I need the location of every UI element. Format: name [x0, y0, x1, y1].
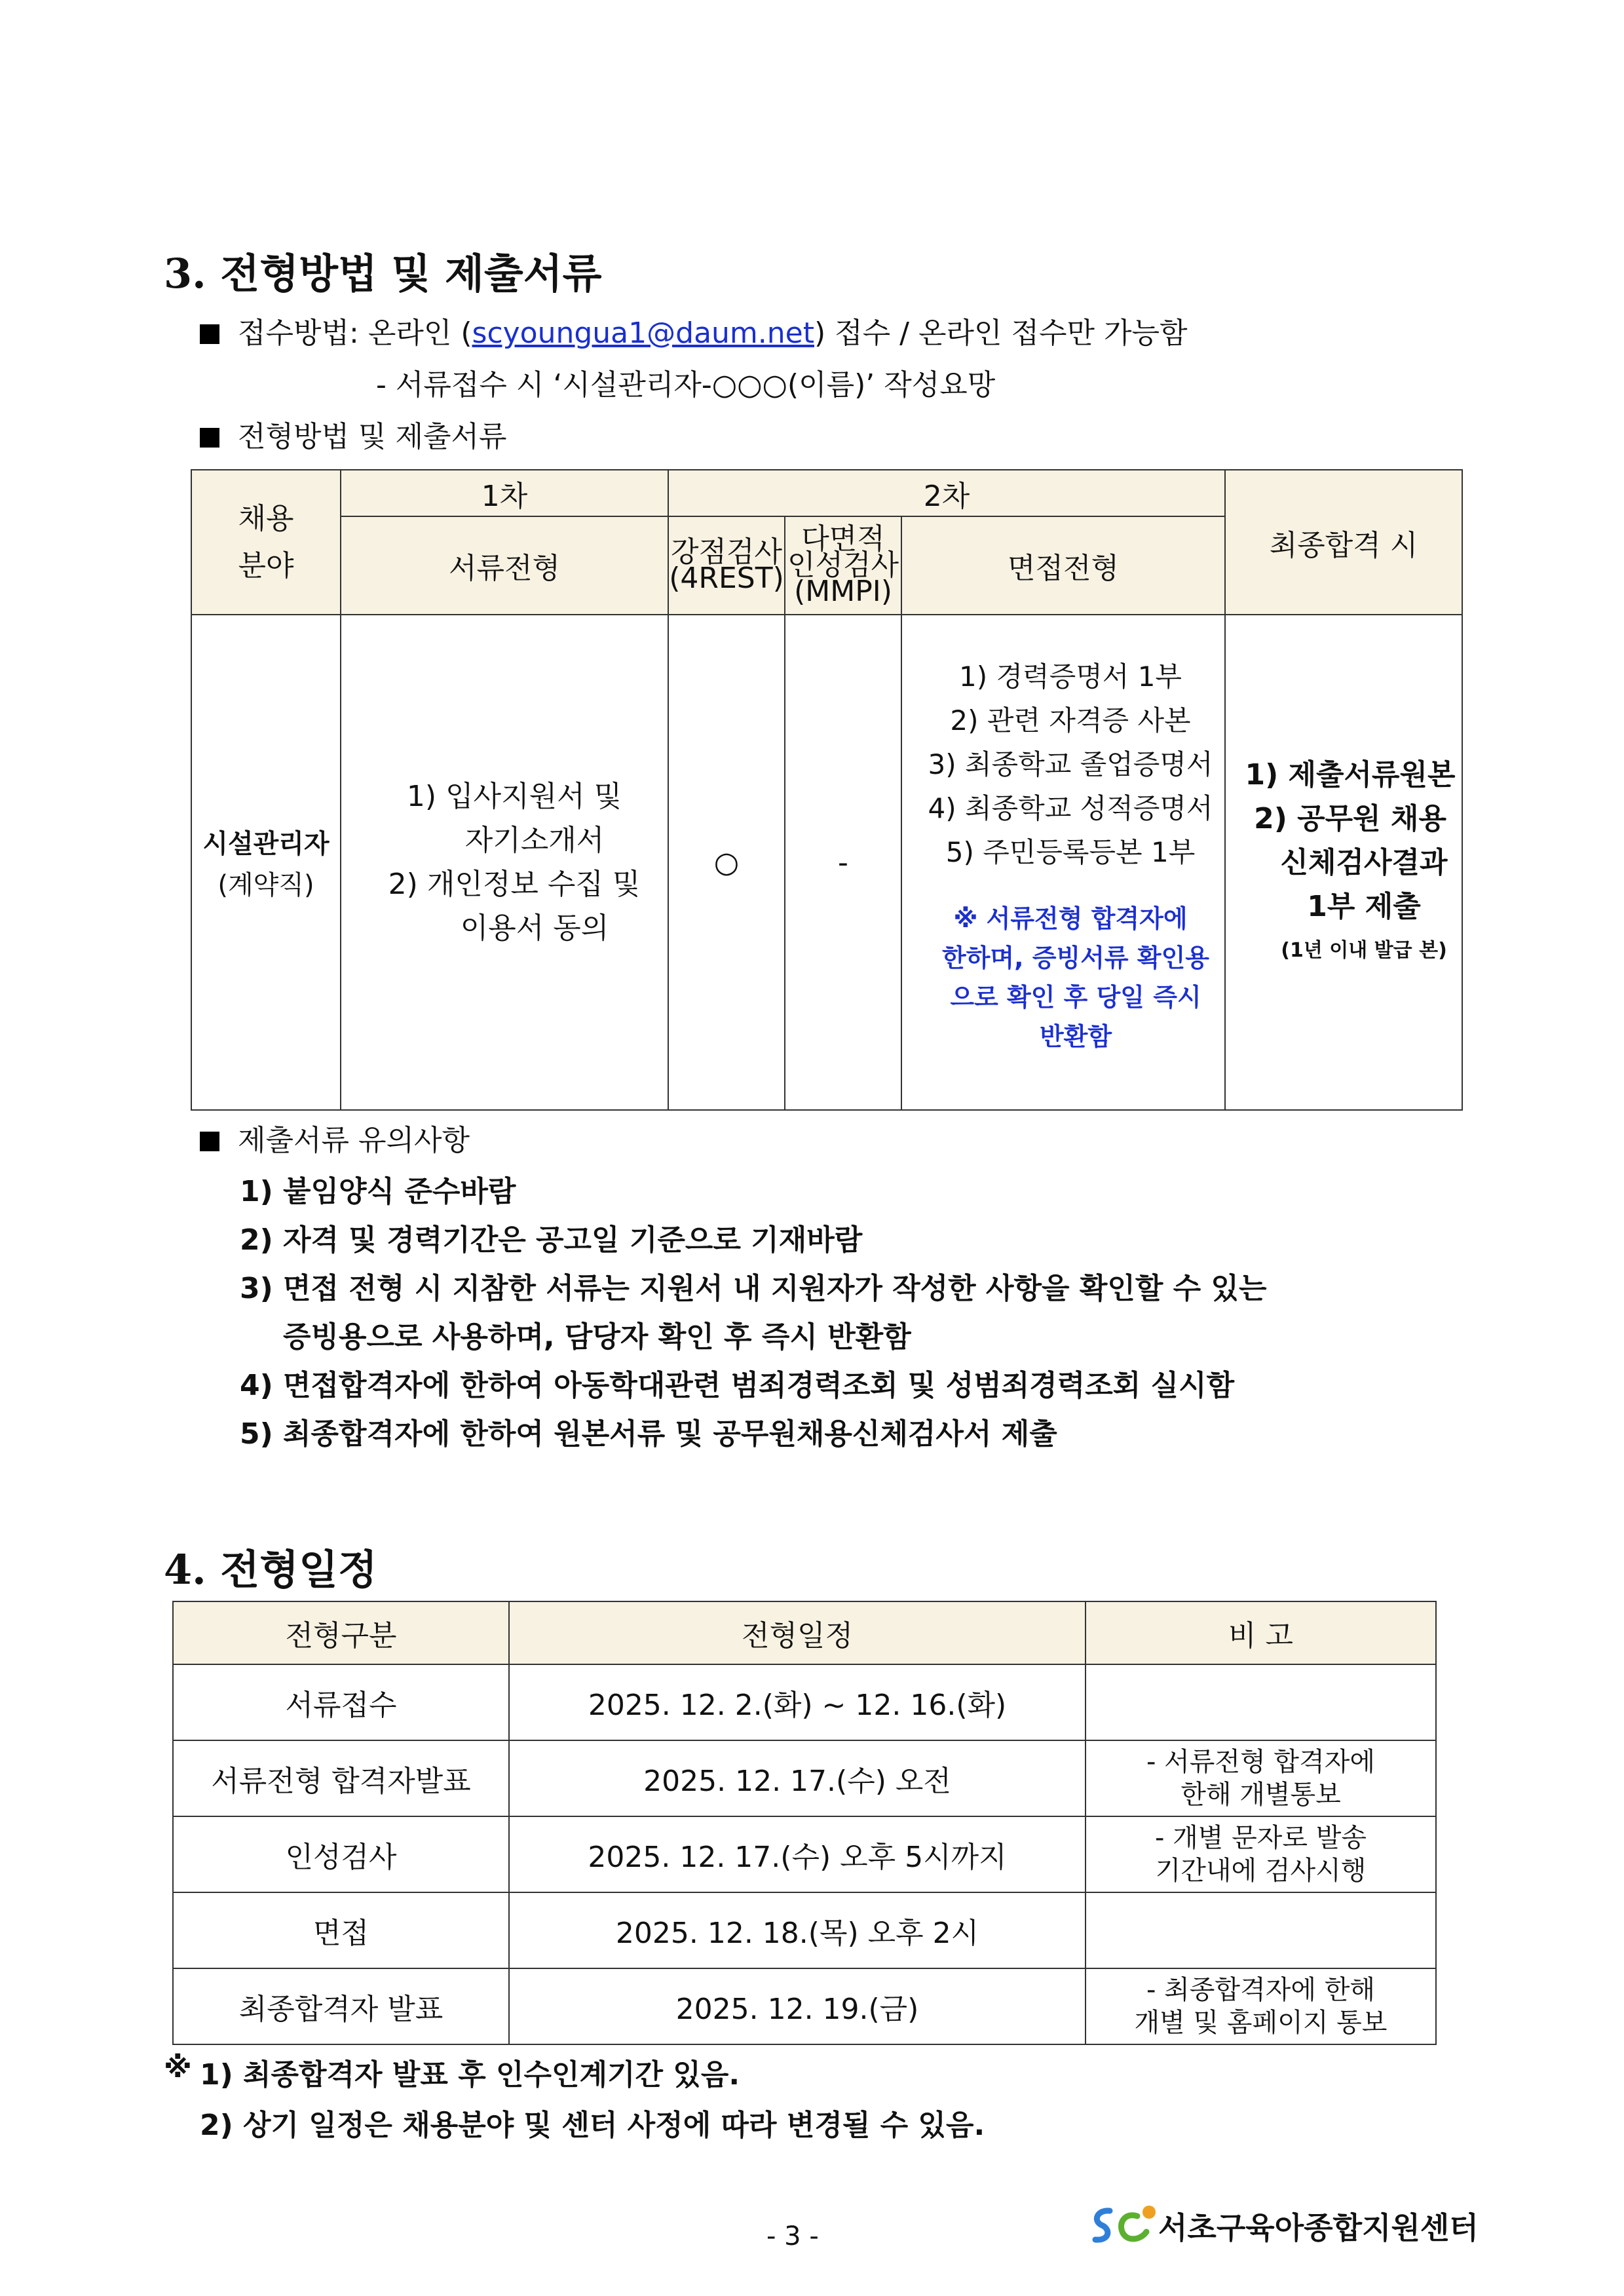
schedule-stage: 서류전형 합격자발표 [173, 1740, 509, 1816]
header-round2: 2차 [668, 470, 1225, 516]
interview-note-line: 으로 확인 후 당일 즉시 [950, 983, 1201, 1012]
square-bullet-icon [200, 324, 219, 344]
apply-method-line [200, 309, 1187, 351]
schedule-note: - 개별 문자로 발송 기간내에 검사시행 [1086, 1816, 1436, 1892]
interview-note [916, 899, 1224, 1056]
schedule-stage: 최종합격자 발표 [173, 1968, 509, 2044]
note-item: 5) 최종합격자에 한하여 원본서류 및 공무원채용신체검사서 제출 [240, 1417, 1057, 1451]
row-strength-test: ○ [668, 615, 785, 1110]
schedule-stage: 인성검사 [173, 1816, 509, 1892]
schedule-header-stage: 전형구분 [173, 1601, 509, 1664]
note-item: 4) 면접합격자에 한하여 아동학대관련 범죄경력조회 및 성범죄경력조회 실시함 [240, 1369, 1235, 1402]
interview-note-line: ※ 서류전형 합격자에 [953, 904, 1188, 933]
schedule-header-date: 전형일정 [509, 1601, 1086, 1664]
schedule-stage: 면접 [173, 1892, 509, 1968]
header-interview: 면접전형 [901, 516, 1225, 615]
apply-method-label: 접수방법: [238, 316, 359, 350]
field-name: 시설관리자 [202, 829, 330, 859]
final-line: 2) 공무원 채용 [1254, 801, 1446, 835]
note-item: 3) 면접 전형 시 지참한 서류는 지원서 내 지원자가 작성한 사항을 확인할 수 있는 [240, 1272, 1267, 1305]
interview-doc-line: 1) 경력증명서 1부 [959, 660, 1182, 693]
schedule-date: 2025. 12. 18.(목) 오후 2시 [509, 1892, 1086, 1968]
org-name: 서초구육아종합지원센터 [1158, 2210, 1479, 2246]
header-docs: 서류전형 [341, 516, 668, 615]
schedule-stage: 서류접수 [173, 1664, 509, 1740]
schedule-note: - 서류전형 합격자에 한해 개별통보 [1086, 1740, 1436, 1816]
schedule-table [172, 1601, 1437, 2045]
apply-method-prefix: 온라인 ( [368, 316, 472, 350]
note-item: 2) 자격 및 경력기간은 공고일 기준으로 기재바람 [240, 1223, 863, 1257]
apply-email-link[interactable]: scyoungua1@daum.net [472, 316, 814, 350]
schedule-date: 2025. 12. 2.(화) ~ 12. 16.(화) [509, 1664, 1086, 1740]
row-field [191, 615, 341, 1110]
final-line: 1) 제출서류원본 [1245, 757, 1456, 792]
interview-note-line: 한하며, 증빙서류 확인용 [942, 944, 1209, 972]
subheading-line [200, 413, 507, 455]
apply-method-suffix: ) 접수 / 온라인 접수만 가능함 [814, 316, 1188, 350]
schedule-date: 2025. 12. 17.(수) 오후 5시까지 [509, 1816, 1086, 1892]
section4-title: 4. 전형일정 [164, 1546, 377, 1594]
schedule-note: - 최종합격자에 한해 개별 및 홈페이지 통보 [1086, 1968, 1436, 2044]
footnote-item: 1) 최종합격자 발표 후 인수인계기간 있음. [200, 2058, 740, 2092]
field-type: (계약직) [217, 870, 314, 900]
notes-heading-line [200, 1117, 470, 1158]
square-bullet-icon [200, 1132, 219, 1151]
interview-note-line: 반환함 [1039, 1022, 1112, 1051]
schedule-date: 2025. 12. 17.(수) 오전 [509, 1740, 1086, 1816]
schedule-date: 2025. 12. 19.(금) [509, 1968, 1086, 2044]
row-mmpi-test: - [785, 615, 901, 1110]
docs-line: 2) 개인정보 수집 및 [388, 868, 641, 901]
footnote-mark: ※ [164, 2051, 192, 2084]
interview-doc-line: 2) 관련 자격증 사본 [950, 704, 1191, 737]
docs-line: 이용서 동의 [460, 911, 609, 945]
schedule-note [1086, 1664, 1436, 1740]
square-bullet-icon [200, 428, 219, 448]
selection-table [191, 469, 1463, 1111]
footnote-item: 2) 상기 일정은 채용분야 및 센터 사정에 따라 변경될 수 있음. [200, 2109, 985, 2142]
interview-doc-line: 4) 최종학교 성적증명서 [928, 792, 1213, 824]
final-note: (1년 이내 발급 본) [1281, 938, 1447, 962]
note-item: 1) 붙임양식 준수바람 [240, 1175, 516, 1208]
section3-title: 3. 전형방법 및 제출서류 [164, 250, 602, 297]
header-round1: 1차 [341, 470, 668, 516]
row-interview [901, 615, 1225, 1110]
final-line: 신체검사결과 [1280, 845, 1448, 879]
header-strength-test: 강점검사 (4REST) [668, 516, 785, 615]
row-docs [341, 615, 668, 1110]
org-logo-icon [1087, 2199, 1161, 2251]
final-line: 1부 제출 [1307, 889, 1421, 923]
interview-doc-line: 5) 주민등록등본 1부 [945, 836, 1196, 868]
apply-note: - 서류접수 시 ‘시설관리자-○○○(이름)’ 작성요망 [376, 368, 996, 402]
header-field: 채용 분야 [191, 470, 341, 615]
header-mmpi-test: 다면적 인성검사 (MMPI) [785, 516, 901, 615]
schedule-header-note: 비 고 [1086, 1601, 1436, 1664]
page-number: - 3 - [766, 2221, 819, 2251]
notes-heading: 제출서류 유의사항 [238, 1124, 470, 1157]
header-final: 최종합격 시 [1225, 470, 1462, 615]
schedule-note [1086, 1892, 1436, 1968]
row-final [1225, 615, 1462, 1110]
note-item: 증빙용으로 사용하며, 담당자 확인 후 즉시 반환함 [283, 1320, 911, 1354]
subheading: 전형방법 및 제출서류 [238, 420, 507, 453]
interview-doc-line: 3) 최종학교 졸업증명서 [928, 748, 1213, 780]
docs-line: 1) 입사지원서 및 [406, 780, 622, 813]
docs-line: 자기소개서 [464, 824, 605, 857]
